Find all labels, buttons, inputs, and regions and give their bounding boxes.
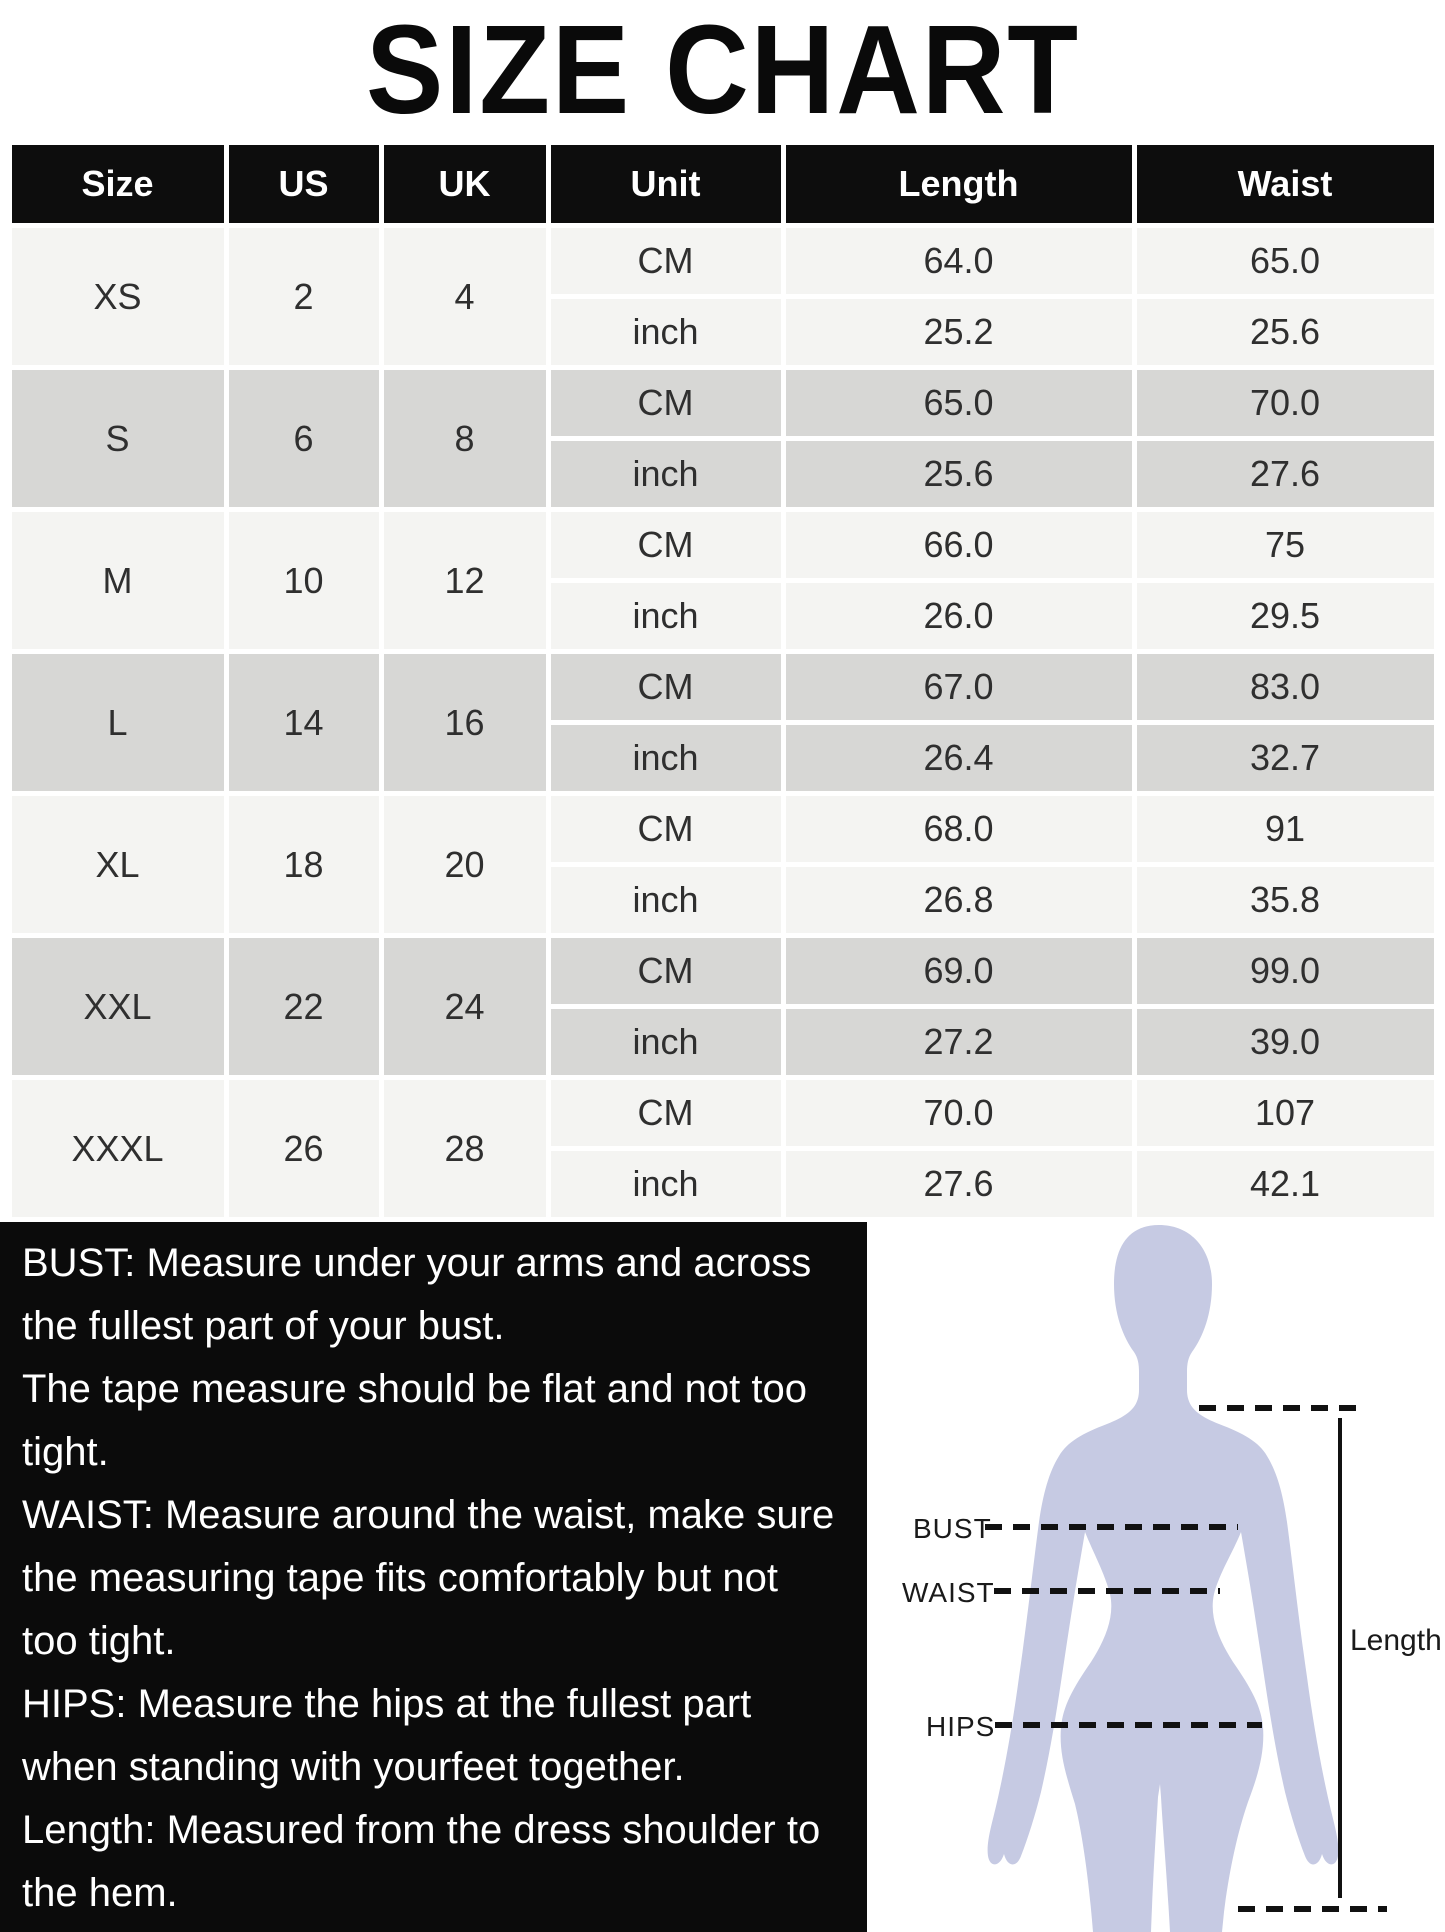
- uk-cell: 16: [384, 654, 546, 791]
- table-row: [12, 1151, 1434, 1217]
- unit-cell: inch: [551, 867, 781, 933]
- waist-cell: 39.0: [1137, 1009, 1434, 1075]
- uk-cell: 28: [384, 1080, 546, 1217]
- page-header: [0, 0, 1445, 140]
- uk-cell: 20: [384, 796, 546, 933]
- unit-cell: CM: [551, 370, 781, 436]
- uk-cell: 8: [384, 370, 546, 507]
- column-header-waist: Waist: [1137, 145, 1434, 223]
- us-cell: 6: [229, 370, 379, 507]
- waist-cell: 99.0: [1137, 938, 1434, 1004]
- length-cell: 64.0: [786, 228, 1132, 294]
- table-row: [12, 938, 1434, 1004]
- hips-label: HIPS: [926, 1711, 996, 1742]
- length-cell: 68.0: [786, 796, 1132, 862]
- uk-cell: 4: [384, 228, 546, 365]
- size-cell: XL: [12, 796, 224, 933]
- instruction-line: the hem.: [22, 1871, 178, 1915]
- length-cell: 26.4: [786, 725, 1132, 791]
- column-header-us: US: [229, 145, 379, 223]
- waist-cell: 70.0: [1137, 370, 1434, 436]
- size-cell: XXL: [12, 938, 224, 1075]
- waist-label: WAIST: [902, 1577, 995, 1608]
- instruction-line: BUST: Measure under your arms and across: [22, 1241, 812, 1285]
- waist-cell: 35.8: [1137, 867, 1434, 933]
- waist-cell: 65.0: [1137, 228, 1434, 294]
- length-cell: 26.8: [786, 867, 1132, 933]
- unit-cell: CM: [551, 796, 781, 862]
- unit-cell: CM: [551, 1080, 781, 1146]
- table-row: [12, 796, 1434, 862]
- size-cell: XXXL: [12, 1080, 224, 1217]
- table-row: [12, 299, 1434, 365]
- column-header-unit: Unit: [551, 145, 781, 223]
- size-cell: M: [12, 512, 224, 649]
- unit-cell: inch: [551, 1151, 781, 1217]
- us-cell: 14: [229, 654, 379, 791]
- length-cell: 67.0: [786, 654, 1132, 720]
- table-row: [12, 583, 1434, 649]
- us-cell: 2: [229, 228, 379, 365]
- length-cell: 25.2: [786, 299, 1132, 365]
- length-cell: 26.0: [786, 583, 1132, 649]
- unit-cell: inch: [551, 583, 781, 649]
- uk-cell: 24: [384, 938, 546, 1075]
- us-cell: 18: [229, 796, 379, 933]
- length-cell: 70.0: [786, 1080, 1132, 1146]
- column-header-size: Size: [12, 145, 224, 223]
- waist-cell: 29.5: [1137, 583, 1434, 649]
- waist-cell: 91: [1137, 796, 1434, 862]
- column-header-uk: UK: [384, 145, 546, 223]
- table-row: [12, 512, 1434, 578]
- column-header-length: Length: [786, 145, 1132, 223]
- waist-cell: 27.6: [1137, 441, 1434, 507]
- bust-label: BUST: [913, 1513, 992, 1544]
- length-cell: 27.2: [786, 1009, 1132, 1075]
- instruction-line: too tight.: [22, 1619, 176, 1663]
- unit-cell: inch: [551, 1009, 781, 1075]
- length-cell: 25.6: [786, 441, 1132, 507]
- uk-cell: 12: [384, 512, 546, 649]
- instruction-line: Length: Measured from the dress shoulder to: [22, 1808, 821, 1852]
- size-chart-table: [7, 140, 1439, 1222]
- waist-cell: 107: [1137, 1080, 1434, 1146]
- page-title: SIZE CHART: [365, 0, 1080, 140]
- instruction-line: WAIST: Measure around the waist, make sure: [22, 1493, 835, 1537]
- length-cell: 65.0: [786, 370, 1132, 436]
- waist-cell: 75: [1137, 512, 1434, 578]
- unit-cell: inch: [551, 441, 781, 507]
- length-cell: 27.6: [786, 1151, 1132, 1217]
- unit-cell: CM: [551, 938, 781, 1004]
- waist-cell: 42.1: [1137, 1151, 1434, 1217]
- instruction-line: when standing with yourfeet together.: [22, 1745, 685, 1789]
- waist-cell: 32.7: [1137, 725, 1434, 791]
- us-cell: 22: [229, 938, 379, 1075]
- us-cell: 26: [229, 1080, 379, 1217]
- us-cell: 10: [229, 512, 379, 649]
- table-row: [12, 441, 1434, 507]
- length-label: Length: [1350, 1624, 1442, 1657]
- table-row: [12, 228, 1434, 294]
- length-cell: 69.0: [786, 938, 1132, 1004]
- table-row: [12, 1009, 1434, 1075]
- size-cell: XS: [12, 228, 224, 365]
- instruction-line: tight.: [22, 1430, 109, 1474]
- bottom-section: [0, 1222, 1445, 1932]
- instruction-line: HIPS: Measure the hips at the fullest part: [22, 1682, 752, 1726]
- measurement-diagram: [867, 1222, 1445, 1932]
- table-header-row: [12, 145, 1434, 223]
- waist-cell: 83.0: [1137, 654, 1434, 720]
- body-silhouette-diagram: [867, 1222, 1445, 1932]
- instruction-line: the measuring tape fits comfortably but not: [22, 1556, 778, 1600]
- waist-cell: 25.6: [1137, 299, 1434, 365]
- unit-cell: CM: [551, 512, 781, 578]
- length-cell: 66.0: [786, 512, 1132, 578]
- unit-cell: CM: [551, 654, 781, 720]
- instruction-line: The tape measure should be flat and not too: [22, 1367, 807, 1411]
- measurement-instructions-panel: [0, 1222, 867, 1932]
- unit-cell: CM: [551, 228, 781, 294]
- unit-cell: inch: [551, 299, 781, 365]
- instruction-line: the fullest part of your bust.: [22, 1304, 505, 1348]
- table-row: [12, 867, 1434, 933]
- table-row: [12, 1080, 1434, 1146]
- table-row: [12, 725, 1434, 791]
- table-row: [12, 654, 1434, 720]
- unit-cell: inch: [551, 725, 781, 791]
- table-row: [12, 370, 1434, 436]
- size-cell: S: [12, 370, 224, 507]
- body-silhouette: [988, 1225, 1339, 1932]
- size-cell: L: [12, 654, 224, 791]
